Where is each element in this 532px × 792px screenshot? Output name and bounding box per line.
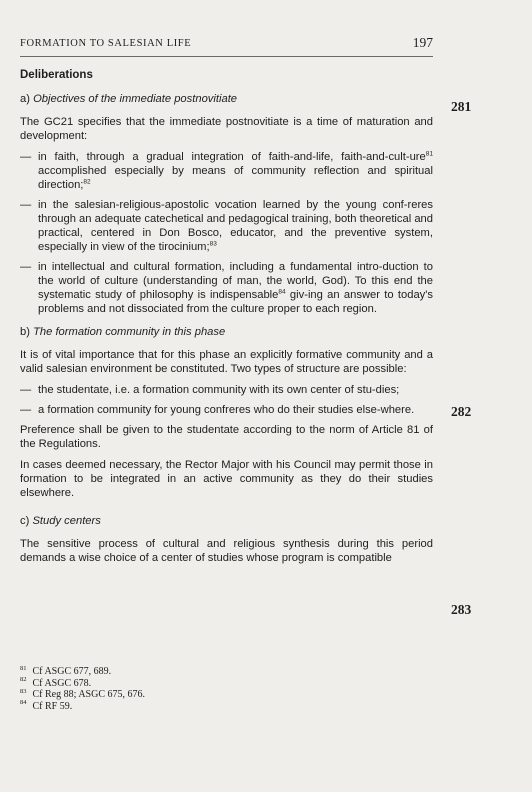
margin-number-282: 282 (451, 404, 472, 419)
footnote-text: Cf ASGC 677, 689. (32, 666, 112, 677)
running-title: FORMATION TO SALESIAN LIFE (20, 38, 192, 49)
list-item (20, 403, 433, 417)
list-item (20, 150, 433, 192)
dash-bullet: — (20, 199, 32, 211)
footnote-ref: 83 (209, 240, 217, 248)
list-item (20, 383, 433, 397)
subsection-title: Objectives of the immediate postnovitiate (33, 93, 238, 105)
paragraph: It is of vital importance that for this phase an explicitly formative community and a valid salesian environment be constituted. Two types of structure are possible: (20, 349, 433, 375)
section-heading: Deliberations (20, 69, 93, 81)
subsection-title: The formation community in this phase (33, 326, 226, 338)
paragraph: The GC21 specifies that the immediate postnovitiate is a time of maturation and development: (20, 116, 433, 142)
footnote-number: 83 (20, 687, 27, 695)
list-item-text: the studentate, i.e. a formation community with its own center of stu-dies; (38, 384, 400, 396)
paragraph: The sensitive process of cultural and religious synthesis during this period demands a wise choice of a center of studies whose program is compatible (20, 538, 433, 564)
list-item-text: in intellectual and cultural formation, including a fundamental intro-duction to the world of culture (understanding of man, the world, God). To this end the systematic study of philosophy is indispensable (38, 261, 433, 301)
footnote-ref: 81 (425, 150, 433, 158)
footnote (20, 666, 320, 678)
subsection-label: b) (20, 326, 30, 338)
subsection-label: c) (20, 515, 30, 527)
list-item-text: a formation community for young confreres who do their studies else-where. (38, 404, 415, 416)
footnote-ref: 82 (83, 178, 91, 186)
subsection-title: Study centers (32, 515, 101, 527)
subsection-label: a) (20, 93, 30, 105)
list-item-text: giv-ing an answer to today's problems and not dissociated from the culture proper to each region. (38, 289, 433, 315)
list-item-text: in faith, through a gradual integration of faith-and-life, faith-and-cult-ure (38, 151, 426, 163)
footnote-text: Cf Reg 88; ASGC 675, 676. (32, 689, 146, 700)
footnote (20, 678, 320, 690)
footnote-number: 82 (20, 676, 27, 684)
dash-bullet: — (20, 384, 32, 396)
list-item (20, 198, 433, 254)
margin-number-281: 281 (451, 99, 472, 114)
footnote (20, 689, 320, 701)
header-rule (20, 56, 433, 57)
footnotes (20, 666, 320, 712)
footnote-number: 84 (20, 699, 27, 707)
dash-bullet: — (20, 151, 32, 163)
list-item (20, 260, 433, 316)
page-number: 197 (412, 35, 433, 50)
paragraph: In cases deemed necessary, the Rector Major with his Council may permit those in formation to be integrated in an active community as they do their studies elsewhere. (20, 459, 433, 499)
dash-bullet: — (20, 261, 32, 273)
subsection-heading-c (20, 514, 433, 528)
subsection-heading-b (20, 325, 433, 339)
footnote-text: Cf RF 59. (32, 700, 73, 712)
main-text (20, 68, 433, 572)
margin-number-283: 283 (451, 602, 472, 617)
footnote (20, 701, 320, 713)
footnote-ref: 84 (278, 288, 286, 296)
footnote-text: Cf ASGC 678. (32, 677, 92, 689)
footnote-number: 81 (20, 664, 27, 672)
list-item-text: in the salesian-religious-apostolic vocation learned by the young conf-reres through an adequate catechetical and pedagogical training, both theoretical and practical, centered in Don Bosco, educator, and the preventive system, especially in view of the tirocinium; (38, 199, 433, 253)
running-head (20, 35, 433, 50)
list-item-text: accomplished especially by means of community reflection and spiritual direction; (38, 165, 433, 191)
paragraph: Preference shall be given to the studentate according to the norm of Article 81 of the Regulations. (20, 424, 433, 450)
subsection-heading-a (20, 92, 433, 106)
dash-bullet: — (20, 404, 32, 416)
